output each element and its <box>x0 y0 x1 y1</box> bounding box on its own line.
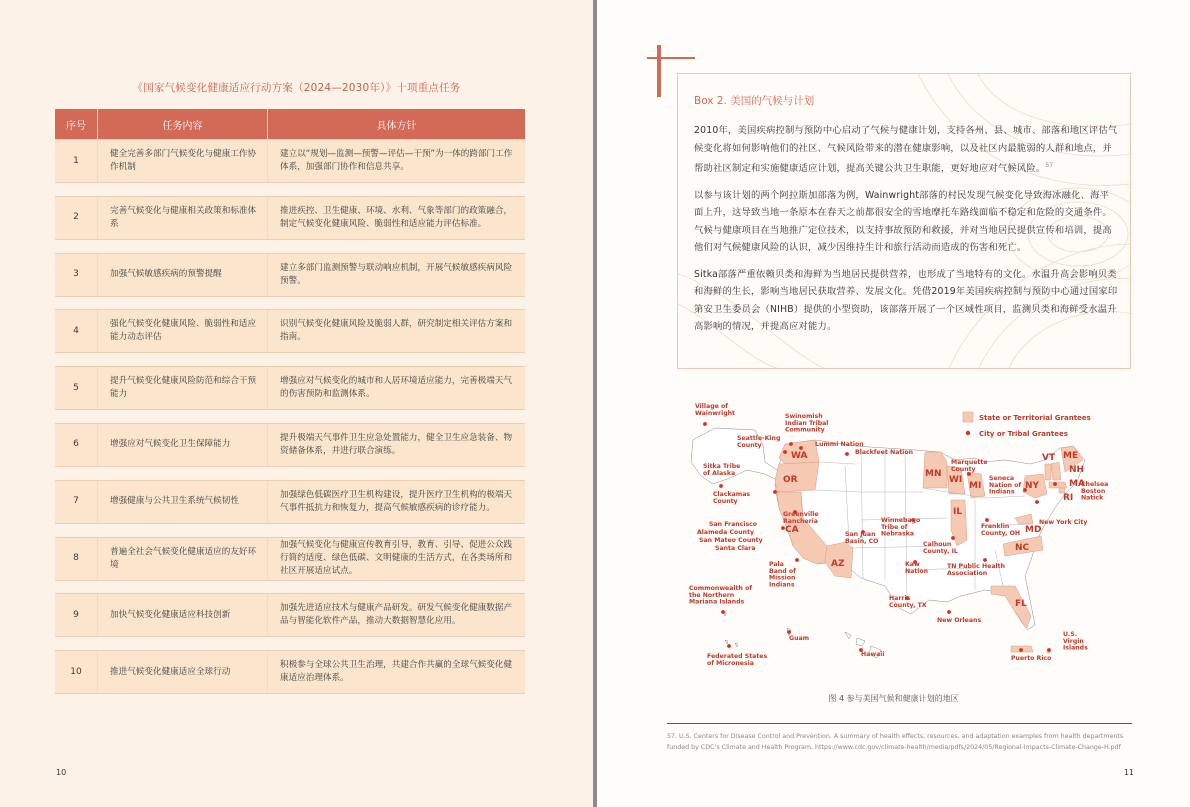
task-table <box>55 109 525 694</box>
city-label-usvi: U.S. Virgin Islands <box>1063 631 1088 652</box>
state-label-ny: NY <box>1025 481 1040 491</box>
table-row <box>55 139 525 183</box>
state-label-ri: RI <box>1063 493 1074 503</box>
row-number: 8 <box>55 538 98 580</box>
row-task: 健全完善多部门气候变化与健康工作协作机制 <box>98 140 268 182</box>
accent-line <box>647 57 695 59</box>
city-dot-chelsea <box>1053 482 1057 486</box>
city-label-hawaii: Hawaii <box>861 651 885 658</box>
row-number: 7 <box>55 481 98 523</box>
city-label-pr: Puerto Rico <box>1011 655 1052 662</box>
map-legend <box>963 412 1091 438</box>
header-task: 任务内容 <box>98 109 268 139</box>
row-number: 2 <box>55 197 98 239</box>
city-label-seattle: Seattle-King County <box>737 435 781 449</box>
city-label-clackamas: Clackamas County <box>713 491 751 505</box>
table-row <box>55 537 525 581</box>
row-task: 提升气候变化健康风险防范和综合干预能力 <box>98 367 268 409</box>
box-paragraph-1 <box>694 122 1118 178</box>
legend-city-label: City or Tribal Grantees <box>979 430 1068 438</box>
row-number: 3 <box>55 254 98 296</box>
box-content <box>694 93 1118 345</box>
footnote-rule <box>667 723 1132 724</box>
city-label-sf1: San Francisco <box>709 521 758 528</box>
city-dot-clackamas <box>773 490 777 494</box>
city-dot-calhoun <box>951 536 955 540</box>
row-detail: 推进疾控、卫生健康、环境、水利、气象等部门的政策融合，制定气候变化健康风险、脆弱性和适应能力评估标准。 <box>280 205 513 229</box>
city-label-cnmi: Commonwealth of the Northern Mariana Islands <box>689 585 753 606</box>
row-detail: 识别气候变化健康风险及脆弱人群，研究制定相关评估方案和指南。 <box>280 319 513 343</box>
right-page <box>597 0 1190 807</box>
city-label-greenville: Greenville Rancheria <box>783 511 819 525</box>
state-label-ma: MA <box>1069 479 1085 489</box>
city-label-sitka: Sitka Tribe of Alaska <box>703 463 741 477</box>
table-row <box>55 423 525 467</box>
page-number-left: 10 <box>56 768 67 777</box>
city-label-chelsea: Chelsea Boston Natick <box>1081 481 1109 502</box>
city-label-wainwright: Village of Wainwright <box>695 403 735 417</box>
row-detail: 提升极端天气事件卫生应急处置能力，健全卫生应急装备、物资储备体系，并进行联合演练。 <box>280 432 513 456</box>
row-task: 强化气候变化健康风险、脆弱性和适应能力动态评估 <box>98 310 268 352</box>
city-dot-seattle <box>783 450 787 454</box>
city-label-guam: Guam <box>789 635 810 642</box>
state-label-wi: WI <box>949 475 963 485</box>
city-dot-neworleans <box>947 610 951 614</box>
state-label-az: AZ <box>831 559 845 569</box>
city-dot-blackfeet <box>845 452 849 456</box>
row-task: 增强健康与公共卫生系统气候韧性 <box>98 481 268 523</box>
table-row <box>55 253 525 297</box>
city-label-winnebago: Winnebago Tribe of Nebraska <box>881 517 921 538</box>
row-detail: 建立多部门监测预警与联动响应机制，开展气候敏感疾病风险预警。 <box>280 262 513 286</box>
city-dot-fsm <box>727 644 731 648</box>
legend-city-dot <box>966 431 970 435</box>
city-label-fsm: Federated States of Micronesia <box>707 653 768 667</box>
state-label-fl: FL <box>1015 599 1027 609</box>
row-number: 4 <box>55 310 98 352</box>
city-dot-franklin <box>985 518 989 522</box>
row-detail: 建立以“规划—监测—预警—评估—干预”为一体的跨部门工作体系，加强部门协作和信息共享。 <box>280 149 513 172</box>
state-label-il: IL <box>953 507 963 517</box>
row-detail: 积极参与全球公共卫生治理，共建合作共赢的全球气候变化健康适应治理体系。 <box>280 660 513 684</box>
header-detail: 具体方针 <box>376 120 417 132</box>
city-label-swinomish: Swinomish Indian Tribal Community <box>785 413 829 434</box>
city-label-kaw: Kaw Nation <box>905 561 929 575</box>
state-ma <box>1049 482 1067 488</box>
footnote-57[interactable]: 57. U.S. Centers for Disease Control and Prevention. A summary of health effects, resources, and adaptation examples from health departments funded by CDC’s Climate and Health Program, https://www.cdc.gov/climate-health/media/pdfs/2024/05/Regional-Impacts-Climate-Change-H.pdf <box>667 733 1124 751</box>
city-dot-cnmi <box>721 610 725 614</box>
legend-state-label: State or Territorial Grantees <box>979 414 1091 422</box>
city-label-lummi: Lummi Nation <box>815 441 864 448</box>
city-label-franklin: Franklin County, OH <box>981 523 1021 537</box>
city-label-seneca: Seneca Nation of Indians <box>989 475 1022 496</box>
box-title: Box 2. 美国的气候与计划 <box>694 95 815 107</box>
state-label-mn: MN <box>925 469 942 479</box>
state-label-or: OR <box>783 475 798 485</box>
box-2 <box>677 73 1131 369</box>
city-label-calhoun: Calhoun County, IL <box>923 541 958 555</box>
city-label-sf2: Alameda County <box>697 529 755 536</box>
row-task: 加快气候变化健康适应科技创新 <box>98 594 268 636</box>
city-dot-usvi <box>1047 648 1051 652</box>
us-grantee-map <box>685 400 1135 685</box>
row-number: 10 <box>55 651 98 693</box>
row-number: 1 <box>55 140 98 182</box>
state-label-mi: MI <box>969 481 982 491</box>
state-label-me: ME <box>1063 451 1079 461</box>
city-dot-guam <box>787 630 791 634</box>
city-label-sf4: Santa Clara <box>715 545 756 552</box>
paragraph-1-text: 2010年，美国疾病控制与预防中心启动了气候与健康计划，支持各州、县、城市、部落和地区评估气候变化将如何影响他们的社区、气候风险带来的潜在健康影响，以及社区内最脆弱的人群和地点，并帮助社区制定和实施健康适应计划，提高关键公共卫生职能，更好地应对气候风险。 <box>694 125 1118 175</box>
row-task: 加强气候敏感疾病的预警提醒 <box>98 254 268 296</box>
city-label-neworleans: New Orleans <box>937 617 982 624</box>
accent-bar <box>657 45 661 97</box>
figure-caption: 图 4 参与美国气候和健康计划的地区 <box>828 694 959 703</box>
city-label-sf3: San Mateo County <box>699 537 763 544</box>
city-dot-pr <box>1019 648 1023 652</box>
state-label-ca: CA <box>785 525 799 535</box>
box-paragraph-2: 以参与该计划的两个阿拉斯加部落为例，Wainwright部落的村民发现气候变化导致海冰融化、海平面上升，这导致当地一条原本在春天之前都很安全的雪地摩托车路线面临不稳定和危险的交通条件。气候与健康项目在当地推广定位技术，以支持事故预防和救援，并对当地居民提供宣传和培训，提高他们对气候健康风险的认识，减少因维持生计和旅行活动而造成的伤害和死亡。 <box>694 189 1112 254</box>
city-dot-sitka <box>719 484 723 488</box>
row-detail: 加强气候变化与健康宣传教育引导，教育、引导、促进公众践行简约适度、绿色低碳、文明健康的生活方式，在各类场所和社区开展适应试点。 <box>280 540 513 577</box>
table-row <box>55 480 525 524</box>
row-detail: 增强应对气候变化的城市和人居环境适应能力，完善极端天气的伤害预防和监测体系。 <box>280 376 513 400</box>
city-label-sanjuan: San Juan Basin, CO <box>845 531 879 545</box>
city-dot-swinomish <box>789 442 793 446</box>
table-row <box>55 366 525 410</box>
city-dot-pala <box>795 558 799 562</box>
table-row <box>55 650 525 694</box>
city-label-harris: Harris County, TX <box>889 595 927 609</box>
page-number-right: 11 <box>1123 768 1134 777</box>
state-vt <box>1045 464 1051 480</box>
row-detail: 加强绿色低碳医疗卫生机构建设，提升医疗卫生机构的极端天气事件抵抗力和恢复力，提高气候敏感疾病的诊疗能力。 <box>280 489 513 513</box>
table-row <box>55 593 525 637</box>
row-task: 普遍全社会气候变化健康适应的友好环境 <box>98 538 268 580</box>
state-label-md: MD <box>1025 525 1042 535</box>
micronesia-shape <box>725 640 738 647</box>
table-header <box>55 109 525 139</box>
left-page <box>0 0 593 807</box>
city-dot-wainwright <box>703 422 707 426</box>
city-label-blackfeet: Blackfeet Nation <box>855 449 914 456</box>
header-number: 序号 <box>55 109 98 139</box>
city-label-marquette: Marquette County <box>951 459 988 473</box>
table-row <box>55 196 525 240</box>
state-label-nc: NC <box>1015 543 1030 553</box>
footnote-ref[interactable]: 57 <box>1045 162 1054 169</box>
state-label-nh: NH <box>1069 465 1085 475</box>
row-task: 完善气候变化与健康相关政策和标准体系 <box>98 197 268 239</box>
city-dot-nyc <box>1035 500 1039 504</box>
city-label-tnpublic: TN Public Health Association <box>947 563 1006 577</box>
state-label-wa: WA <box>791 451 808 461</box>
row-number: 6 <box>55 424 98 466</box>
city-label-nyc: New York City <box>1039 519 1088 526</box>
row-number: 5 <box>55 367 98 409</box>
box-paragraph-3: Sitka部落严重依赖贝类和海鲜为当地居民提供营养，也形成了当地特有的文化。水温升高会影响贝类和海鲜的生长，影响当地居民获取营养、发展文化。凭借2019年美国疾病控制与预防中心通过国家印第安卫生委员会（NIHB）提供的小型资助，该部落开展了一个区域性项目，监测贝类和海鲜受水温升高影响的情况，并提高应对能力。 <box>694 268 1118 333</box>
city-label-pala: Pala Band of Mission Indians <box>769 561 796 589</box>
table-row <box>55 309 525 353</box>
row-task: 增强应对气候变化卫生保障能力 <box>98 424 268 466</box>
city-dot-tnpublic <box>983 558 987 562</box>
city-dot-lummi <box>799 446 803 450</box>
row-detail: 加强先进适应技术与健康产品研发。研发气候变化健康数据产品与智能化软件产品，推动大数据智慧化应用。 <box>280 603 513 627</box>
state-nh <box>1051 462 1061 480</box>
row-task: 推进气候变化健康适应全球行动 <box>98 651 268 693</box>
legend-state-swatch <box>963 412 973 422</box>
table-title: 《国家气候变化健康适应行动方案（2024—2030年）》十项重点任务 <box>132 82 461 94</box>
row-number: 9 <box>55 594 98 636</box>
state-label-vt: VT <box>1042 453 1056 463</box>
